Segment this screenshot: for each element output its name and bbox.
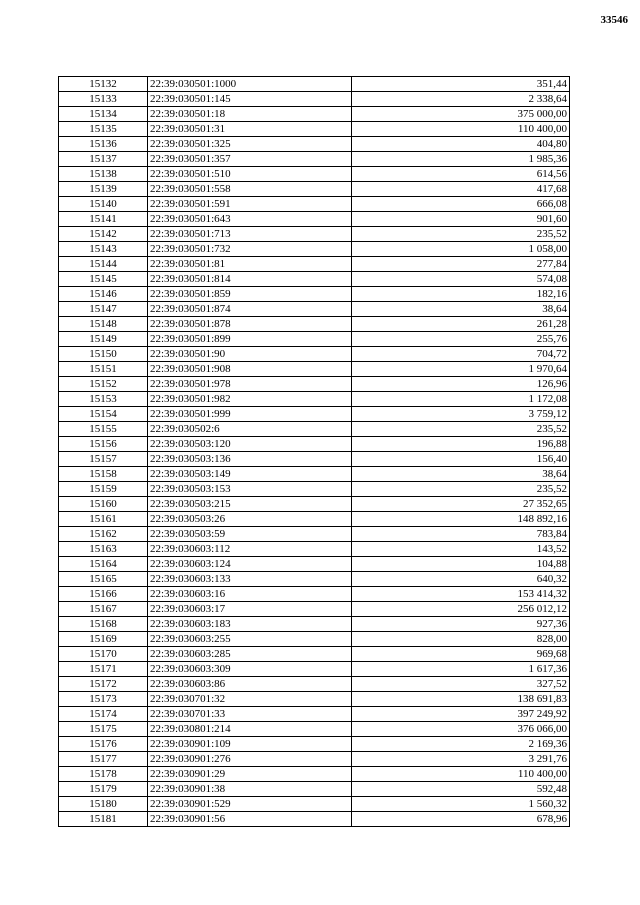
value-cell: 614,56 bbox=[352, 167, 570, 182]
value-cell: 969,68 bbox=[352, 647, 570, 662]
table-row bbox=[59, 422, 570, 437]
table-row bbox=[59, 332, 570, 347]
row-number-cell: 15170 bbox=[59, 647, 148, 662]
value-cell: 143,52 bbox=[352, 542, 570, 557]
row-number-cell: 15171 bbox=[59, 662, 148, 677]
cadastral-number-cell: 22:39:030501:643 bbox=[148, 212, 352, 227]
table-row bbox=[59, 587, 570, 602]
row-number-cell: 15137 bbox=[59, 152, 148, 167]
row-number-cell: 15153 bbox=[59, 392, 148, 407]
table-row bbox=[59, 302, 570, 317]
value-cell: 592,48 bbox=[352, 782, 570, 797]
value-cell: 138 691,83 bbox=[352, 692, 570, 707]
value-cell: 375 000,00 bbox=[352, 107, 570, 122]
table-row bbox=[59, 437, 570, 452]
table-row bbox=[59, 197, 570, 212]
value-cell: 235,52 bbox=[352, 422, 570, 437]
value-cell: 678,96 bbox=[352, 812, 570, 827]
row-number-cell: 15167 bbox=[59, 602, 148, 617]
cadastral-number-cell: 22:39:030501:90 bbox=[148, 347, 352, 362]
table-row bbox=[59, 227, 570, 242]
table-row bbox=[59, 812, 570, 827]
row-number-cell: 15161 bbox=[59, 512, 148, 527]
cadastral-number-cell: 22:39:030501:874 bbox=[148, 302, 352, 317]
value-cell: 1 560,32 bbox=[352, 797, 570, 812]
value-cell: 901,60 bbox=[352, 212, 570, 227]
value-cell: 783,84 bbox=[352, 527, 570, 542]
row-number-cell: 15178 bbox=[59, 767, 148, 782]
table-row bbox=[59, 602, 570, 617]
value-cell: 277,84 bbox=[352, 257, 570, 272]
cadastral-number-cell: 22:39:030501:357 bbox=[148, 152, 352, 167]
cadastral-number-cell: 22:39:030901:29 bbox=[148, 767, 352, 782]
cadastral-number-cell: 22:39:030502:6 bbox=[148, 422, 352, 437]
cadastral-number-cell: 22:39:030901:529 bbox=[148, 797, 352, 812]
table-row bbox=[59, 737, 570, 752]
cadastral-number-cell: 22:39:030501:510 bbox=[148, 167, 352, 182]
row-number-cell: 15180 bbox=[59, 797, 148, 812]
value-cell: 27 352,65 bbox=[352, 497, 570, 512]
row-number-cell: 15152 bbox=[59, 377, 148, 392]
row-number-cell: 15160 bbox=[59, 497, 148, 512]
row-number-cell: 15133 bbox=[59, 92, 148, 107]
table-row bbox=[59, 632, 570, 647]
table-row bbox=[59, 557, 570, 572]
value-cell: 1 058,00 bbox=[352, 242, 570, 257]
cadastral-number-cell: 22:39:030501:878 bbox=[148, 317, 352, 332]
value-cell: 1 970,64 bbox=[352, 362, 570, 377]
value-cell: 351,44 bbox=[352, 77, 570, 92]
value-cell: 376 066,00 bbox=[352, 722, 570, 737]
cadastral-number-cell: 22:39:030501:81 bbox=[148, 257, 352, 272]
table-row bbox=[59, 452, 570, 467]
table-row bbox=[59, 572, 570, 587]
table-row bbox=[59, 767, 570, 782]
row-number-cell: 15139 bbox=[59, 182, 148, 197]
value-cell: 574,08 bbox=[352, 272, 570, 287]
row-number-cell: 15179 bbox=[59, 782, 148, 797]
table-row bbox=[59, 647, 570, 662]
table-row bbox=[59, 242, 570, 257]
table-row bbox=[59, 482, 570, 497]
row-number-cell: 15164 bbox=[59, 557, 148, 572]
cadastral-number-cell: 22:39:030901:56 bbox=[148, 812, 352, 827]
cadastral-number-cell: 22:39:030503:153 bbox=[148, 482, 352, 497]
cadastral-number-cell: 22:39:030503:59 bbox=[148, 527, 352, 542]
table-row bbox=[59, 362, 570, 377]
cadastral-number-cell: 22:39:030501:325 bbox=[148, 137, 352, 152]
table-row bbox=[59, 137, 570, 152]
value-cell: 3 759,12 bbox=[352, 407, 570, 422]
table-row bbox=[59, 377, 570, 392]
value-cell: 235,52 bbox=[352, 227, 570, 242]
table-row bbox=[59, 782, 570, 797]
row-number-cell: 15176 bbox=[59, 737, 148, 752]
value-cell: 3 291,76 bbox=[352, 752, 570, 767]
value-cell: 153 414,32 bbox=[352, 587, 570, 602]
table-row bbox=[59, 257, 570, 272]
table-row bbox=[59, 692, 570, 707]
cadastral-number-cell: 22:39:030501:591 bbox=[148, 197, 352, 212]
value-cell: 235,52 bbox=[352, 482, 570, 497]
row-number-cell: 15158 bbox=[59, 467, 148, 482]
value-cell: 148 892,16 bbox=[352, 512, 570, 527]
row-number-cell: 15132 bbox=[59, 77, 148, 92]
row-number-cell: 15147 bbox=[59, 302, 148, 317]
row-number-cell: 15155 bbox=[59, 422, 148, 437]
cadastral-number-cell: 22:39:030603:309 bbox=[148, 662, 352, 677]
table-row bbox=[59, 407, 570, 422]
cadastral-number-cell: 22:39:030501:999 bbox=[148, 407, 352, 422]
row-number-cell: 15166 bbox=[59, 587, 148, 602]
value-cell: 640,32 bbox=[352, 572, 570, 587]
table-row bbox=[59, 497, 570, 512]
cadastral-number-cell: 22:39:030603:17 bbox=[148, 602, 352, 617]
row-number-cell: 15141 bbox=[59, 212, 148, 227]
cadastral-number-cell: 22:39:030901:109 bbox=[148, 737, 352, 752]
table-row bbox=[59, 152, 570, 167]
cadastral-number-cell: 22:39:030603:255 bbox=[148, 632, 352, 647]
cadastral-number-cell: 22:39:030503:26 bbox=[148, 512, 352, 527]
cadastral-number-cell: 22:39:030501:732 bbox=[148, 242, 352, 257]
table-row bbox=[59, 182, 570, 197]
table-row bbox=[59, 212, 570, 227]
cadastral-number-cell: 22:39:030501:982 bbox=[148, 392, 352, 407]
value-cell: 1 172,08 bbox=[352, 392, 570, 407]
row-number-cell: 15145 bbox=[59, 272, 148, 287]
cadastral-number-cell: 22:39:030501:558 bbox=[148, 182, 352, 197]
table-row bbox=[59, 677, 570, 692]
value-cell: 261,28 bbox=[352, 317, 570, 332]
cadastral-number-cell: 22:39:030501:978 bbox=[148, 377, 352, 392]
value-cell: 126,96 bbox=[352, 377, 570, 392]
cadastral-number-cell: 22:39:030503:215 bbox=[148, 497, 352, 512]
cadastral-number-cell: 22:39:030501:1000 bbox=[148, 77, 352, 92]
cadastral-number-cell: 22:39:030701:32 bbox=[148, 692, 352, 707]
value-cell: 110 400,00 bbox=[352, 767, 570, 782]
value-cell: 404,80 bbox=[352, 137, 570, 152]
cadastral-number-cell: 22:39:030603:133 bbox=[148, 572, 352, 587]
table-row bbox=[59, 92, 570, 107]
row-number-cell: 15162 bbox=[59, 527, 148, 542]
row-number-cell: 15163 bbox=[59, 542, 148, 557]
row-number-cell: 15181 bbox=[59, 812, 148, 827]
cadastral-number-cell: 22:39:030501:31 bbox=[148, 122, 352, 137]
cadastral-number-cell: 22:39:030801:214 bbox=[148, 722, 352, 737]
table-row bbox=[59, 617, 570, 632]
row-number-cell: 15168 bbox=[59, 617, 148, 632]
table-body bbox=[59, 77, 570, 827]
cadastral-number-cell: 22:39:030603:285 bbox=[148, 647, 352, 662]
table-row bbox=[59, 167, 570, 182]
table-row bbox=[59, 527, 570, 542]
table-row bbox=[59, 347, 570, 362]
cadastral-number-cell: 22:39:030603:124 bbox=[148, 557, 352, 572]
table-row bbox=[59, 797, 570, 812]
cadastral-number-cell: 22:39:030603:16 bbox=[148, 587, 352, 602]
row-number-cell: 15144 bbox=[59, 257, 148, 272]
value-cell: 38,64 bbox=[352, 302, 570, 317]
table-row bbox=[59, 272, 570, 287]
row-number-cell: 15149 bbox=[59, 332, 148, 347]
value-cell: 196,88 bbox=[352, 437, 570, 452]
table-row bbox=[59, 122, 570, 137]
table-row bbox=[59, 317, 570, 332]
row-number-cell: 15172 bbox=[59, 677, 148, 692]
cadastral-number-cell: 22:39:030901:38 bbox=[148, 782, 352, 797]
table-row bbox=[59, 467, 570, 482]
value-cell: 704,72 bbox=[352, 347, 570, 362]
value-cell: 927,36 bbox=[352, 617, 570, 632]
row-number-cell: 15174 bbox=[59, 707, 148, 722]
value-cell: 397 249,92 bbox=[352, 707, 570, 722]
cadastral-number-cell: 22:39:030501:18 bbox=[148, 107, 352, 122]
row-number-cell: 15150 bbox=[59, 347, 148, 362]
row-number-cell: 15143 bbox=[59, 242, 148, 257]
value-cell: 666,08 bbox=[352, 197, 570, 212]
table-row bbox=[59, 77, 570, 92]
table-row bbox=[59, 707, 570, 722]
value-cell: 104,88 bbox=[352, 557, 570, 572]
row-number-cell: 15135 bbox=[59, 122, 148, 137]
row-number-cell: 15177 bbox=[59, 752, 148, 767]
value-cell: 1 617,36 bbox=[352, 662, 570, 677]
row-number-cell: 15156 bbox=[59, 437, 148, 452]
table-row bbox=[59, 752, 570, 767]
cadastral-number-cell: 22:39:030501:859 bbox=[148, 287, 352, 302]
cadastral-number-cell: 22:39:030603:112 bbox=[148, 542, 352, 557]
row-number-cell: 15146 bbox=[59, 287, 148, 302]
cadastral-number-cell: 22:39:030701:33 bbox=[148, 707, 352, 722]
row-number-cell: 15148 bbox=[59, 317, 148, 332]
cadastral-number-cell: 22:39:030901:276 bbox=[148, 752, 352, 767]
value-cell: 417,68 bbox=[352, 182, 570, 197]
value-cell: 1 985,36 bbox=[352, 152, 570, 167]
cadastral-number-cell: 22:39:030501:899 bbox=[148, 332, 352, 347]
row-number-cell: 15169 bbox=[59, 632, 148, 647]
cadastral-number-cell: 22:39:030503:149 bbox=[148, 467, 352, 482]
table-row bbox=[59, 662, 570, 677]
value-cell: 110 400,00 bbox=[352, 122, 570, 137]
table-row bbox=[59, 392, 570, 407]
value-cell: 156,40 bbox=[352, 452, 570, 467]
cadastral-number-cell: 22:39:030501:814 bbox=[148, 272, 352, 287]
value-cell: 828,00 bbox=[352, 632, 570, 647]
table-row bbox=[59, 722, 570, 737]
row-number-cell: 15154 bbox=[59, 407, 148, 422]
row-number-cell: 15157 bbox=[59, 452, 148, 467]
row-number-cell: 15165 bbox=[59, 572, 148, 587]
value-cell: 255,76 bbox=[352, 332, 570, 347]
cadastral-number-cell: 22:39:030603:86 bbox=[148, 677, 352, 692]
row-number-cell: 15136 bbox=[59, 137, 148, 152]
cadastral-number-cell: 22:39:030501:713 bbox=[148, 227, 352, 242]
cadastral-number-cell: 22:39:030603:183 bbox=[148, 617, 352, 632]
value-cell: 256 012,12 bbox=[352, 602, 570, 617]
value-cell: 2 169,36 bbox=[352, 737, 570, 752]
page-number: 33546 bbox=[600, 14, 628, 26]
value-cell: 182,16 bbox=[352, 287, 570, 302]
table-row bbox=[59, 512, 570, 527]
value-cell: 38,64 bbox=[352, 467, 570, 482]
row-number-cell: 15175 bbox=[59, 722, 148, 737]
row-number-cell: 15134 bbox=[59, 107, 148, 122]
cadastral-number-cell: 22:39:030501:908 bbox=[148, 362, 352, 377]
table-row bbox=[59, 542, 570, 557]
table-row bbox=[59, 107, 570, 122]
row-number-cell: 15159 bbox=[59, 482, 148, 497]
row-number-cell: 15151 bbox=[59, 362, 148, 377]
row-number-cell: 15173 bbox=[59, 692, 148, 707]
cadastral-number-cell: 22:39:030501:145 bbox=[148, 92, 352, 107]
row-number-cell: 15142 bbox=[59, 227, 148, 242]
cadastral-value-table bbox=[58, 76, 570, 827]
value-cell: 2 338,64 bbox=[352, 92, 570, 107]
cadastral-number-cell: 22:39:030503:136 bbox=[148, 452, 352, 467]
cadastral-number-cell: 22:39:030503:120 bbox=[148, 437, 352, 452]
table-row bbox=[59, 287, 570, 302]
row-number-cell: 15138 bbox=[59, 167, 148, 182]
row-number-cell: 15140 bbox=[59, 197, 148, 212]
value-cell: 327,52 bbox=[352, 677, 570, 692]
